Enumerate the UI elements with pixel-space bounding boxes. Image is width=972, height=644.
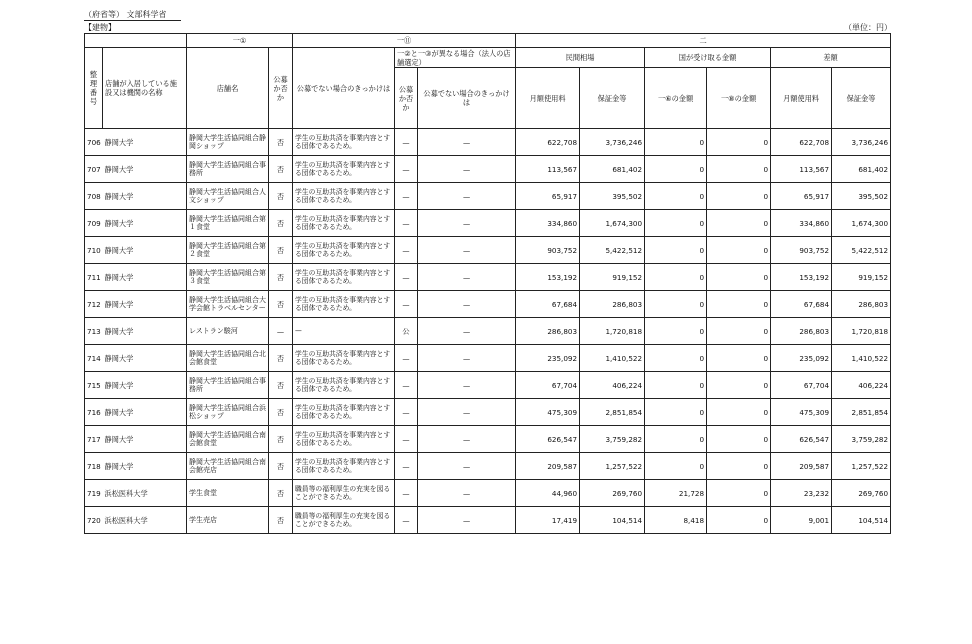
- row-diff-monthly: 9,001: [771, 507, 832, 534]
- row-public2: —: [395, 210, 418, 237]
- row-deposit: 269,760: [580, 480, 645, 507]
- row-reason2: —: [418, 507, 516, 534]
- row-shop-name: 学生売店: [187, 507, 269, 534]
- row-reason2: —: [418, 345, 516, 372]
- row-deposit: 3,736,246: [580, 129, 645, 156]
- row-location: 静岡大学: [103, 210, 187, 237]
- row-amount6: 0: [645, 183, 707, 210]
- row-no: 706: [85, 129, 103, 156]
- row-location: 静岡大学: [103, 156, 187, 183]
- row-shop-name: 静岡大学生活協同組合第３食堂: [187, 264, 269, 291]
- row-reason2: —: [418, 372, 516, 399]
- row-diff-monthly: 65,917: [771, 183, 832, 210]
- row-reason: 職員等の福利厚生の充実を図ることができるため。: [293, 507, 395, 534]
- row-deposit: 3,759,282: [580, 426, 645, 453]
- store-table: [84, 33, 891, 534]
- row-amount6: 0: [645, 237, 707, 264]
- row-public: 否: [269, 264, 293, 291]
- row-amount6: 0: [645, 156, 707, 183]
- row-shop-name: レストラン駿河: [187, 318, 269, 345]
- table-row: [85, 345, 891, 372]
- row-deposit: 5,422,512: [580, 237, 645, 264]
- row-shop-name: 静岡大学生活協同組合南会館食堂: [187, 426, 269, 453]
- row-public: 否: [269, 291, 293, 318]
- row-deposit: 1,410,522: [580, 345, 645, 372]
- row-public2: —: [395, 453, 418, 480]
- row-amount8: 0: [707, 156, 771, 183]
- row-diff-monthly: 626,547: [771, 426, 832, 453]
- row-no: 717: [85, 426, 103, 453]
- row-amount8: 0: [707, 345, 771, 372]
- row-no: 714: [85, 345, 103, 372]
- row-reason2: —: [418, 453, 516, 480]
- row-amount6: 0: [645, 210, 707, 237]
- row-reason: 学生の互助共済を事業内容とする団体であるため。: [293, 426, 395, 453]
- row-public: 否: [269, 399, 293, 426]
- row-reason: 学生の互助共済を事業内容とする団体であるため。: [293, 291, 395, 318]
- row-monthly: 113,567: [516, 156, 580, 183]
- row-public2: —: [395, 183, 418, 210]
- row-public2: —: [395, 426, 418, 453]
- row-amount6: 21,728: [645, 480, 707, 507]
- row-public2: —: [395, 291, 418, 318]
- row-reason2: —: [418, 480, 516, 507]
- row-diff-monthly: 23,232: [771, 480, 832, 507]
- row-deposit: 1,674,300: [580, 210, 645, 237]
- table-row: [85, 129, 891, 156]
- table-row: [85, 426, 891, 453]
- row-reason2: —: [418, 399, 516, 426]
- row-reason2: —: [418, 264, 516, 291]
- row-amount6: 8,418: [645, 507, 707, 534]
- row-amount8: 0: [707, 318, 771, 345]
- row-location: 静岡大学: [103, 318, 187, 345]
- row-reason: 職員等の福利厚生の充実を図ることができるため。: [293, 480, 395, 507]
- table-row: [85, 156, 891, 183]
- row-location: 静岡大学: [103, 426, 187, 453]
- row-diff-monthly: 67,704: [771, 372, 832, 399]
- row-amount8: 0: [707, 237, 771, 264]
- row-reason2: —: [418, 210, 516, 237]
- row-diff-deposit: 1,674,300: [832, 210, 891, 237]
- row-shop-name: 静岡大学生活協同組合人文ショップ: [187, 183, 269, 210]
- row-diff-monthly: 903,752: [771, 237, 832, 264]
- row-diff-monthly: 153,192: [771, 264, 832, 291]
- row-location: 静岡大学: [103, 345, 187, 372]
- row-monthly: 67,704: [516, 372, 580, 399]
- row-no: 707: [85, 156, 103, 183]
- row-public: 否: [269, 480, 293, 507]
- row-deposit: 104,514: [580, 507, 645, 534]
- row-diff-deposit: 1,720,818: [832, 318, 891, 345]
- row-shop-name: 静岡大学生活協同組合事務所: [187, 156, 269, 183]
- row-public2: —: [395, 345, 418, 372]
- row-reason: 学生の互助共済を事業内容とする団体であるため。: [293, 210, 395, 237]
- table-row: [85, 372, 891, 399]
- row-public: 否: [269, 156, 293, 183]
- row-amount8: 0: [707, 399, 771, 426]
- row-amount8: 0: [707, 129, 771, 156]
- row-location: 静岡大学: [103, 129, 187, 156]
- table-row: [85, 291, 891, 318]
- row-no: 719: [85, 480, 103, 507]
- row-reason: 学生の互助共済を事業内容とする団体であるため。: [293, 399, 395, 426]
- row-deposit: 1,257,522: [580, 453, 645, 480]
- row-public2: 公: [395, 318, 418, 345]
- row-public: 否: [269, 372, 293, 399]
- row-no: 712: [85, 291, 103, 318]
- row-location: 静岡大学: [103, 237, 187, 264]
- row-public: 否: [269, 507, 293, 534]
- row-public2: —: [395, 156, 418, 183]
- shop-header: 店舗名: [187, 48, 269, 129]
- row-monthly: 153,192: [516, 264, 580, 291]
- row-diff-deposit: 1,410,522: [832, 345, 891, 372]
- table-row: [85, 264, 891, 291]
- row-diff-deposit: 406,224: [832, 372, 891, 399]
- row-shop-name: 静岡大学生活協同組合北会館食堂: [187, 345, 269, 372]
- row-no: 715: [85, 372, 103, 399]
- row-reason2: —: [418, 237, 516, 264]
- row-reason: 学生の互助共済を事業内容とする団体であるため。: [293, 453, 395, 480]
- row-location: 静岡大学: [103, 291, 187, 318]
- row-reason2: —: [418, 426, 516, 453]
- row-diff-monthly: 67,684: [771, 291, 832, 318]
- row-location: 静岡大学: [103, 399, 187, 426]
- row-amount8: 0: [707, 426, 771, 453]
- row-shop-name: 静岡大学生活協同組合事務所: [187, 372, 269, 399]
- row-no: 709: [85, 210, 103, 237]
- row-diff-deposit: 3,759,282: [832, 426, 891, 453]
- row-reason: 学生の互助共済を事業内容とする団体であるため。: [293, 129, 395, 156]
- row-no: 716: [85, 399, 103, 426]
- row-monthly: 475,309: [516, 399, 580, 426]
- row-amount8: 0: [707, 210, 771, 237]
- row-monthly: 622,708: [516, 129, 580, 156]
- row-amount6: 0: [645, 372, 707, 399]
- row-amount6: 0: [645, 129, 707, 156]
- row-deposit: 395,502: [580, 183, 645, 210]
- row-monthly: 626,547: [516, 426, 580, 453]
- row-location: 浜松医科大学: [103, 507, 187, 534]
- row-no: 713: [85, 318, 103, 345]
- row-public: 否: [269, 453, 293, 480]
- table-row: [85, 399, 891, 426]
- row-shop-name: 静岡大学生活協同組合浜松ショップ: [187, 399, 269, 426]
- row-public: 否: [269, 345, 293, 372]
- row-shop-name: 静岡大学生活協同組合第２食堂: [187, 237, 269, 264]
- row-public2: —: [395, 507, 418, 534]
- row-amount8: 0: [707, 453, 771, 480]
- row-diff-monthly: 286,803: [771, 318, 832, 345]
- row-public2: —: [395, 480, 418, 507]
- row-diff-deposit: 919,152: [832, 264, 891, 291]
- row-shop-name: 静岡大学生活協同組合静岡ショップ: [187, 129, 269, 156]
- row-diff-monthly: 235,092: [771, 345, 832, 372]
- row-amount6: 0: [645, 318, 707, 345]
- deposit-header: 保証金等: [580, 68, 645, 129]
- row-amount6: 0: [645, 426, 707, 453]
- row-diff-monthly: 113,567: [771, 156, 832, 183]
- row-amount6: 0: [645, 453, 707, 480]
- ministry-label: （府省等） 文部科学省: [84, 10, 181, 21]
- row-amount8: 0: [707, 291, 771, 318]
- row-monthly: 67,684: [516, 291, 580, 318]
- row-reason2: —: [418, 156, 516, 183]
- table-row: [85, 480, 891, 507]
- row-reason: 学生の互助共済を事業内容とする団体であるため。: [293, 345, 395, 372]
- row-diff-monthly: 334,860: [771, 210, 832, 237]
- table-row: [85, 183, 891, 210]
- row-shop-name: 学生食堂: [187, 480, 269, 507]
- amount8-header: 一⑧の金額: [707, 68, 771, 129]
- row-location: 静岡大学: [103, 453, 187, 480]
- section-label: 【建物】: [84, 23, 116, 32]
- unit-label: （単位：円）: [844, 23, 892, 32]
- diff-selection-header: 一②と一③が異なる場合（法人の店舗選定）: [395, 48, 516, 68]
- row-public: 否: [269, 426, 293, 453]
- monthly-header: 月額使用料: [516, 68, 580, 129]
- row-reason2: —: [418, 129, 516, 156]
- row-public: 否: [269, 237, 293, 264]
- row-location: 浜松医科大学: [103, 480, 187, 507]
- diff-deposit-header: 保証金等: [832, 68, 891, 129]
- row-deposit: 681,402: [580, 156, 645, 183]
- row-diff-deposit: 286,803: [832, 291, 891, 318]
- row-public2: —: [395, 129, 418, 156]
- row-public2: —: [395, 264, 418, 291]
- row-public2: —: [395, 399, 418, 426]
- row-monthly: 65,917: [516, 183, 580, 210]
- row-public: 否: [269, 210, 293, 237]
- row-diff-deposit: 1,257,522: [832, 453, 891, 480]
- row-reason: 学生の互助共済を事業内容とする団体であるため。: [293, 237, 395, 264]
- row-diff-deposit: 5,422,512: [832, 237, 891, 264]
- row-public2: —: [395, 372, 418, 399]
- row-reason: 学生の互助共済を事業内容とする団体であるため。: [293, 156, 395, 183]
- row-deposit: 2,851,854: [580, 399, 645, 426]
- row-diff-deposit: 395,502: [832, 183, 891, 210]
- row-diff-deposit: 269,760: [832, 480, 891, 507]
- row-monthly: 17,419: [516, 507, 580, 534]
- row-amount8: 0: [707, 480, 771, 507]
- row-monthly: 44,960: [516, 480, 580, 507]
- row-diff-deposit: 2,851,854: [832, 399, 891, 426]
- table-row: [85, 453, 891, 480]
- difference-header: 差額: [771, 48, 891, 68]
- group2-header: 二: [516, 34, 891, 48]
- national-amount-header: 国が受け取る金額: [645, 48, 771, 68]
- group1-header: 一①: [187, 34, 293, 48]
- row-reason: 学生の互助共済を事業内容とする団体であるため。: [293, 264, 395, 291]
- row-diff-monthly: 622,708: [771, 129, 832, 156]
- row-amount6: 0: [645, 291, 707, 318]
- row-diff-deposit: 681,402: [832, 156, 891, 183]
- row-amount8: 0: [707, 372, 771, 399]
- row-amount8: 0: [707, 264, 771, 291]
- amount6-header: 一⑥の金額: [645, 68, 707, 129]
- row-monthly: 286,803: [516, 318, 580, 345]
- row-public: 否: [269, 183, 293, 210]
- row-diff-deposit: 104,514: [832, 507, 891, 534]
- row-deposit: 1,720,818: [580, 318, 645, 345]
- private-market-header: 民間相場: [516, 48, 645, 68]
- diff-monthly-header: 月額使用料: [771, 68, 832, 129]
- row-monthly: 334,860: [516, 210, 580, 237]
- row-no: 720: [85, 507, 103, 534]
- row-reason2: —: [418, 291, 516, 318]
- row-monthly: 209,587: [516, 453, 580, 480]
- row-amount6: 0: [645, 399, 707, 426]
- row-reason2: —: [418, 183, 516, 210]
- row-shop-name: 静岡大学生活協同組合第１食堂: [187, 210, 269, 237]
- public2-header: 公募か否か: [395, 68, 418, 129]
- table-row: [85, 318, 891, 345]
- row-reason: 学生の互助共済を事業内容とする団体であるため。: [293, 183, 395, 210]
- row-no: 711: [85, 264, 103, 291]
- row-public: 否: [269, 129, 293, 156]
- row-deposit: 286,803: [580, 291, 645, 318]
- location-header: 店舗が入居している施設又は機関の名称: [103, 48, 187, 129]
- row-monthly: 235,092: [516, 345, 580, 372]
- row-shop-name: 静岡大学生活協同組合南会館売店: [187, 453, 269, 480]
- row-public: —: [269, 318, 293, 345]
- row-no: 718: [85, 453, 103, 480]
- row-reason: —: [293, 318, 395, 345]
- table-row: [85, 210, 891, 237]
- row-no: 710: [85, 237, 103, 264]
- row-no: 708: [85, 183, 103, 210]
- row-location: 静岡大学: [103, 264, 187, 291]
- no-header: 整理番号: [85, 48, 103, 129]
- row-location: 静岡大学: [103, 372, 187, 399]
- row-amount8: 0: [707, 183, 771, 210]
- reason-header: 公募でない場合のきっかけは: [293, 48, 395, 129]
- table-row: [85, 507, 891, 534]
- row-reason2: —: [418, 318, 516, 345]
- row-public2: —: [395, 237, 418, 264]
- row-amount6: 0: [645, 345, 707, 372]
- row-amount8: 0: [707, 507, 771, 534]
- public-header: 公募か否か: [269, 48, 293, 129]
- table-row: [85, 237, 891, 264]
- row-location: 静岡大学: [103, 183, 187, 210]
- row-diff-deposit: 3,736,246: [832, 129, 891, 156]
- row-monthly: 903,752: [516, 237, 580, 264]
- row-deposit: 919,152: [580, 264, 645, 291]
- reason2-header: 公募でない場合のきっかけは: [418, 68, 516, 129]
- row-amount6: 0: [645, 264, 707, 291]
- group11-header: 一⑪: [293, 34, 516, 48]
- blank-header: [85, 34, 187, 48]
- row-diff-monthly: 475,309: [771, 399, 832, 426]
- row-shop-name: 静岡大学生活協同組合大学会館トラベルセンター: [187, 291, 269, 318]
- row-diff-monthly: 209,587: [771, 453, 832, 480]
- row-deposit: 406,224: [580, 372, 645, 399]
- row-reason: 学生の互助共済を事業内容とする団体であるため。: [293, 372, 395, 399]
